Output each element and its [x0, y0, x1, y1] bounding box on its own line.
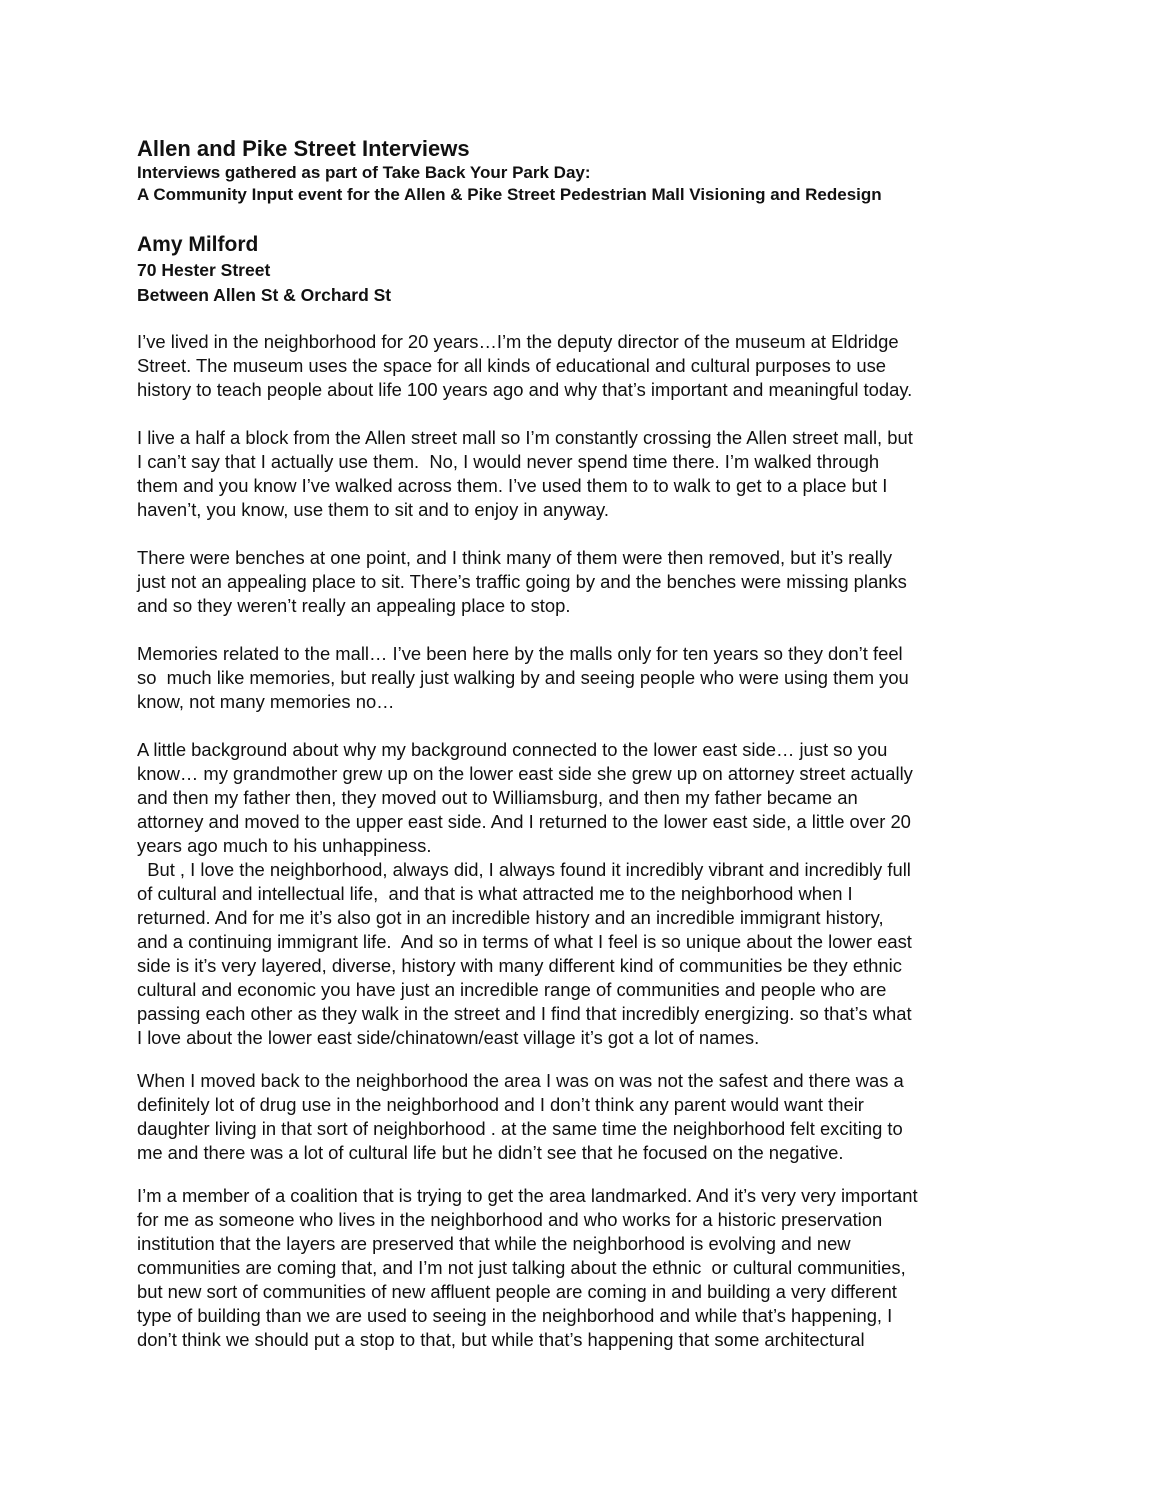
interviewee-name: Amy Milford	[137, 233, 259, 256]
interview-paragraph	[137, 738, 918, 1050]
paragraph-line: for me as someone who lives in the neighborhood and who works for a historic preservation	[137, 1209, 883, 1230]
paragraph-line: years ago much to his unhappiness.	[137, 835, 432, 856]
paragraph-line: daughter living in that sort of neighborhood . at the same time the neighborhood felt exciting to	[137, 1118, 903, 1139]
interviewee-cross-streets: Between Allen St & Orchard St	[137, 284, 392, 305]
paragraph-line: communities are coming that, and I’m not just talking about the ethnic or cultural communities,	[137, 1257, 906, 1278]
paragraph-line: returned. And for me it’s also got in an incredible history and an incredible immigrant history,	[137, 907, 884, 928]
paragraph-line: side is it’s very layered, diverse, history with many different kind of communities be they ethnic	[137, 955, 902, 976]
paragraph-line: know, not many memories no…	[137, 691, 395, 712]
paragraph-line: just not an appealing place to sit. There’s traffic going by and the benches were missing planks	[137, 571, 907, 592]
document-title: Allen and Pike Street Interviews	[137, 136, 470, 161]
paragraph-line: I can’t say that I actually use them. No, I would never spend time there. I’m walked through	[137, 451, 880, 472]
paragraph-line: There were benches at one point, and I think many of them were then removed, but it’s really	[137, 547, 893, 568]
paragraph-line: and so they weren’t really an appealing place to stop.	[137, 595, 571, 616]
document-subtitle: A Community Input event for the Allen & Pike Street Pedestrian Mall Visioning and Redesign	[137, 185, 882, 204]
paragraph-line: I’m a member of a coalition that is trying to get the area landmarked. And it’s very very important	[137, 1185, 918, 1206]
interview-paragraph	[137, 546, 918, 618]
paragraph-line: Memories related to the mall… I’ve been here by the malls only for ten years so they don’t feel	[137, 643, 903, 664]
paragraph-line: don’t think we should put a stop to that, but while that’s happening that some architectural	[137, 1329, 865, 1350]
paragraph-line: attorney and moved to the upper east side. And I returned to the lower east side, a little over 20	[137, 811, 911, 832]
interviewee-address: 70 Hester Street	[137, 260, 271, 280]
paragraph-line: passing each other as they walk in the street and I find that incredibly energizing. so that’s what	[137, 1003, 912, 1024]
paragraph-line: haven’t, you know, use them to sit and to enjoy in anyway.	[137, 499, 609, 520]
paragraph-line: I live a half a block from the Allen street mall so I’m constantly crossing the Allen street mall, but	[137, 427, 913, 448]
paragraph-line: history to teach people about life 100 years ago and why that’s important and meaningful today.	[137, 379, 913, 400]
paragraph-line: know… my grandmother grew up on the lower east side she grew up on attorney street actually	[137, 763, 913, 784]
paragraph-line: Street. The museum uses the space for all kinds of educational and cultural purposes to use	[137, 355, 886, 376]
paragraph-line: so much like memories, but really just walking by and seeing people who were using them you	[137, 667, 909, 688]
paragraph-line: cultural and economic you have just an incredible range of communities and people who are	[137, 979, 887, 1000]
interview-paragraph	[137, 426, 918, 522]
paragraph-line: But , I love the neighborhood, always did, I always found it incredibly vibrant and incredibly full	[137, 859, 911, 880]
interview-paragraph	[137, 330, 918, 402]
interview-paragraph	[137, 1069, 918, 1165]
paragraph-line: I’ve lived in the neighborhood for 20 years…I’m the deputy director of the museum at Eldridge	[137, 331, 899, 352]
interview-paragraph	[137, 642, 918, 714]
paragraph-line: but new sort of communities of new affluent people are coming in and building a very different	[137, 1281, 897, 1302]
interview-body	[137, 330, 918, 1352]
interview-paragraph	[137, 1184, 918, 1352]
paragraph-line: A little background about why my background connected to the lower east side… just so you	[137, 739, 888, 760]
paragraph-line: institution that the layers are preserved that while the neighborhood is evolving and new	[137, 1233, 851, 1254]
document-page	[137, 136, 918, 1376]
paragraph-line: them and you know I’ve walked across them. I’ve used them to to walk to get to a place but I	[137, 475, 888, 496]
paragraph-line: type of building than we are used to seeing in the neighborhood and while that’s happening, I	[137, 1305, 893, 1326]
paragraph-line: When I moved back to the neighborhood the area I was on was not the safest and there was a	[137, 1070, 904, 1091]
paragraph-line: and a continuing immigrant life. And so in terms of what I feel is so unique about the lower east	[137, 931, 912, 952]
document-subtitle: Interviews gathered as part of Take Back Your Park Day:	[137, 163, 591, 182]
paragraph-line: and then my father then, they moved out to Williamsburg, and then my father became an	[137, 787, 858, 808]
paragraph-line: I love about the lower east side/chinatown/east village it’s got a lot of names.	[137, 1027, 760, 1048]
paragraph-line: definitely lot of drug use in the neighborhood and I don’t think any parent would want their	[137, 1094, 864, 1115]
paragraph-line: me and there was a lot of cultural life but he didn’t see that he focused on the negative.	[137, 1142, 844, 1163]
paragraph-line: of cultural and intellectual life, and that is what attracted me to the neighborhood when I	[137, 883, 853, 904]
